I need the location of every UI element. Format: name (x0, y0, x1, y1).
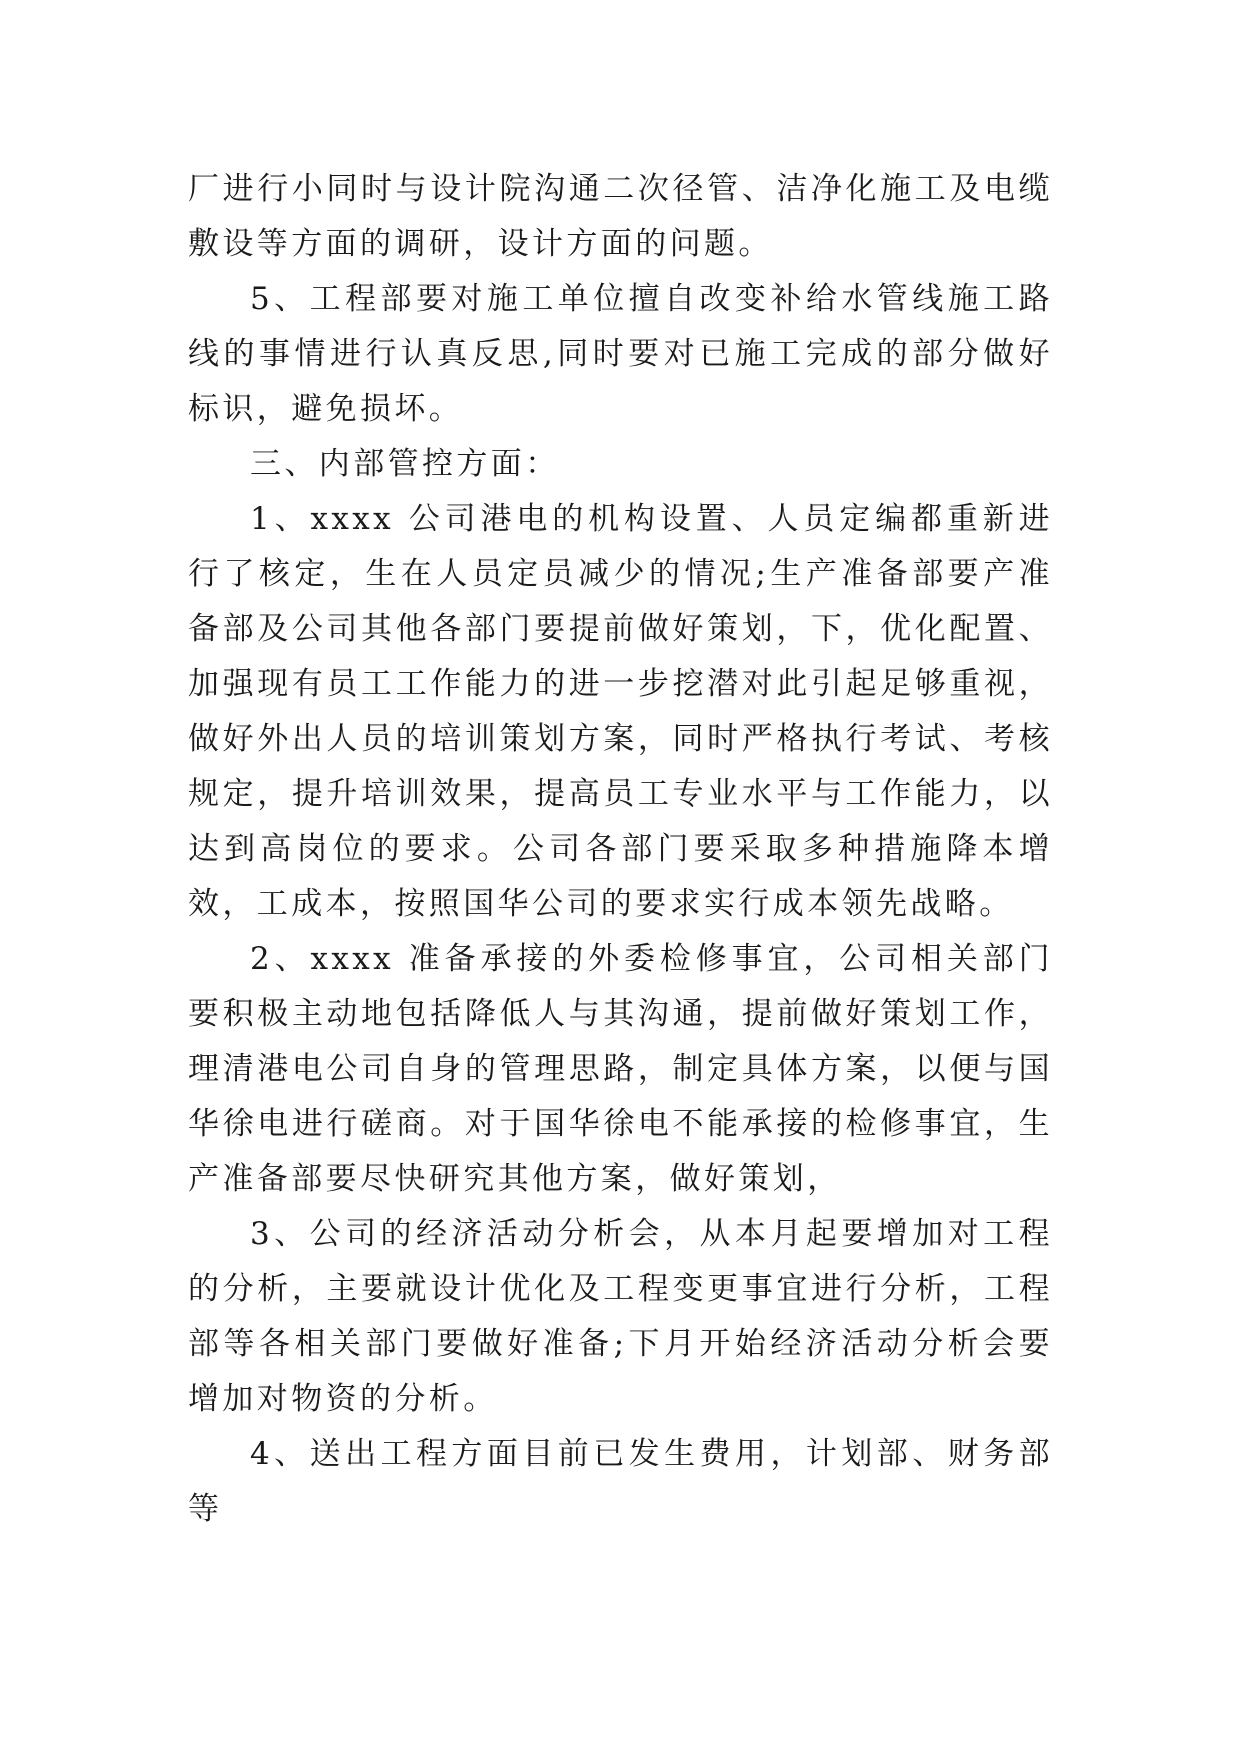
paragraph-item-2: 2、xxxx 准备承接的外委检修事宜，公司相关部门要积极主动地包括降低人与其沟通，提前做好策划工作，理清港电公司自身的管理思路，制定具体方案，以便与国华徐电进行磋商。对于国华徐电不能承接的检修事宜，生产准备部要尽快研究其他方案，做好策划， (188, 941, 1053, 1197)
paragraph-item-4: 4、送出工程方面目前已发生费用，计划部、财务部等 (188, 1436, 1053, 1527)
document-body (188, 162, 1053, 1537)
paragraph-continued: 厂进行小同时与设计院沟通二次径管、洁净化施工及电缆敷设等方面的调研，设计方面的问题。 (188, 171, 1053, 262)
paragraph-item-5: 5、工程部要对施工单位擅自改变补给水管线施工路线的事情进行认真反思,同时要对已施工完成的部分做好标识，避免损坏。 (188, 281, 1053, 427)
paragraph-item-3: 3、公司的经济活动分析会，从本月起要增加对工程的分析，主要就设计优化及工程变更事宜进行分析，工程部等各相关部门要做好准备;下月开始经济活动分析会要增加对物资的分析。 (188, 1216, 1053, 1417)
section-heading-internal-control: 三、内部管控方面： (250, 446, 560, 482)
paragraph-item-1: 1、xxxx 公司港电的机构设置、人员定编都重新进行了核定，生在人员定员减少的情况;生产准备部要产准备部及公司其他各部门要提前做好策划，下，优化配置、加强现有员工工作能力的进一步挖潜对此引起足够重视，做好外出人员的培训策划方案，同时严格执行考试、考核规定，提升培训效果，提高员工专业水平与工作能力，以达到高岗位的要求。公司各部门要采取多种措施降本增效，工成本，按照国华公司的要求实行成本领先战略。 (188, 501, 1053, 922)
